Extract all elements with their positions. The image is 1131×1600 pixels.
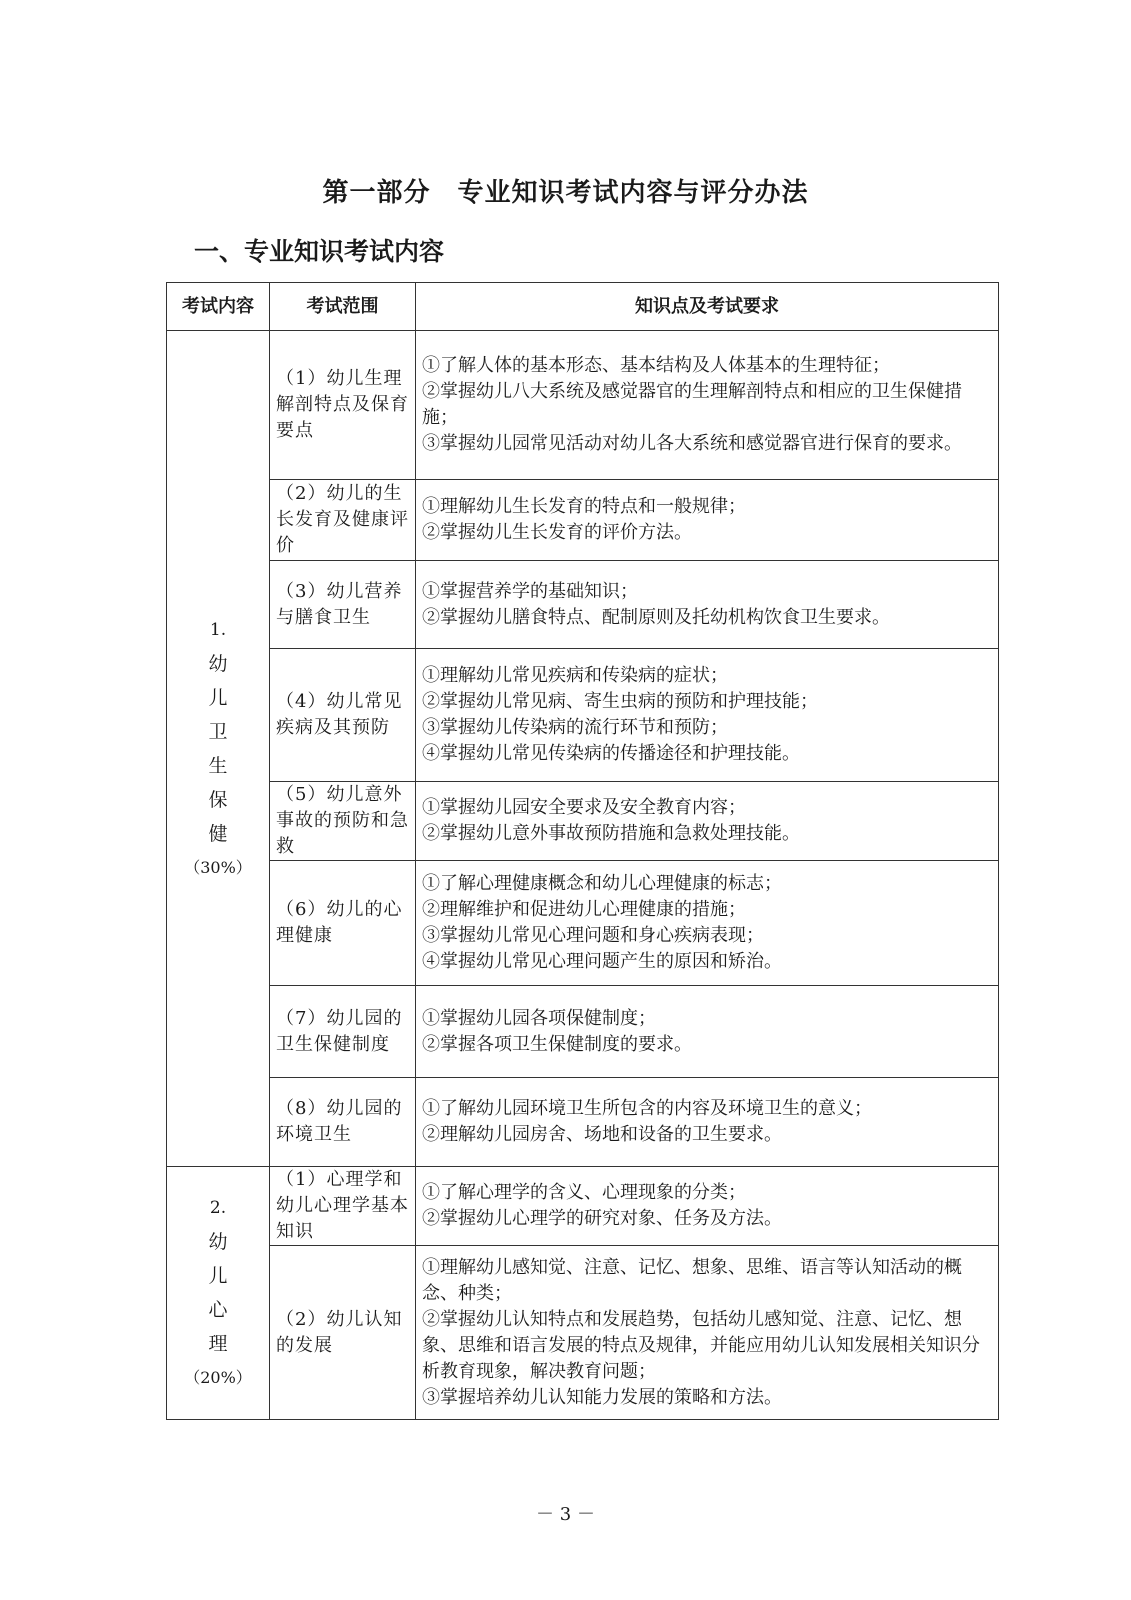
scope-cell: （7）幼儿园的卫生保健制度 [270, 986, 416, 1078]
requirement-item: ②掌握幼儿八大系统及感觉器官的生理解剖特点和相应的卫生保健措施； [422, 381, 962, 428]
requirement-item: ②理解维护和促进幼儿心理健康的措施； [422, 899, 746, 920]
requirement-item: ①了解心理学的含义、心理现象的分类； [422, 1182, 746, 1203]
requirement-item: ②掌握各项卫生保健制度的要求。 [422, 1033, 692, 1055]
header-exam-content: 考试内容 [167, 283, 270, 331]
requirements-cell [416, 1078, 999, 1167]
table-row [167, 561, 999, 649]
table-row [167, 986, 999, 1078]
scope-cell: （5）幼儿意外事故的预防和急救 [270, 782, 416, 861]
requirements-cell [416, 861, 999, 986]
table-row [167, 1167, 999, 1246]
table-row [167, 331, 999, 480]
exam-content-table [166, 282, 999, 1420]
requirements-cell [416, 782, 999, 861]
category-char: 理 [208, 1333, 228, 1355]
scope-cell: （2）幼儿认知的发展 [270, 1246, 416, 1420]
category-char: 卫 [208, 720, 228, 743]
scope-cell: （1）心理学和幼儿心理学基本知识 [270, 1167, 416, 1246]
category-char: 幼 [208, 1231, 228, 1253]
requirement-item: ③掌握幼儿园常见活动对幼儿各大系统和感觉器官进行保育的要求。 [422, 433, 962, 454]
requirement-item: ①理解幼儿常见疾病和传染病的症状； [422, 665, 728, 686]
requirements-cell [416, 986, 999, 1078]
table-row [167, 480, 999, 561]
table-row [167, 782, 999, 861]
scope-cell: （2）幼儿的生长发育及健康评价 [270, 480, 416, 561]
category-char: 儿 [208, 1265, 228, 1287]
requirements-cell [416, 649, 999, 782]
scope-cell: （6）幼儿的心理健康 [270, 861, 416, 986]
requirements-cell [416, 331, 999, 480]
requirement-item: ②掌握幼儿生长发育的评价方法。 [422, 522, 692, 543]
section-heading: 一、专业知识考试内容 [194, 237, 445, 266]
requirement-item: ①掌握营养学的基础知识； [422, 580, 638, 602]
requirement-item: ①理解幼儿感知觉、注意、记忆、想象、思维、语言等认知活动的概念、种类； [422, 1256, 962, 1304]
table-row [167, 1078, 999, 1167]
header-requirements: 知识点及考试要求 [416, 283, 999, 331]
table-row [167, 1246, 999, 1420]
requirement-item: ①了解幼儿园环境卫生所包含的内容及环境卫生的意义； [422, 1098, 872, 1119]
requirement-item: ④掌握幼儿常见传染病的传播途径和护理技能。 [422, 743, 800, 764]
requirement-item: ②掌握幼儿意外事故预防措施和急救处理技能。 [422, 823, 800, 844]
requirement-item: ①了解人体的基本形态、基本结构及人体基本的生理特征； [422, 355, 890, 376]
requirement-item: ②掌握幼儿心理学的研究对象、任务及方法。 [422, 1208, 782, 1229]
requirement-item: ①理解幼儿生长发育的特点和一般规律； [422, 496, 746, 517]
requirement-item: ③掌握幼儿常见心理问题和身心疾病表现； [422, 925, 764, 946]
category-percentage: （30%） [184, 857, 252, 877]
page-title: 第一部分 专业知识考试内容与评分办法 [322, 178, 809, 208]
scope-cell: （4）幼儿常见疾病及其预防 [270, 649, 416, 782]
requirement-item: ①掌握幼儿园安全要求及安全教育内容； [422, 797, 746, 818]
requirements-cell [416, 1246, 999, 1420]
requirement-item: ②理解幼儿园房舍、场地和设备的卫生要求。 [422, 1124, 782, 1145]
scope-cell: （3）幼儿营养与膳食卫生 [270, 561, 416, 649]
requirement-item: ④掌握幼儿常见心理问题产生的原因和矫治。 [422, 951, 782, 972]
requirement-item: ①掌握幼儿园各项保健制度； [422, 1007, 656, 1029]
requirements-cell [416, 561, 999, 649]
header-exam-scope: 考试范围 [270, 283, 416, 331]
category-cell-hygiene [167, 331, 270, 1167]
category-char: 幼 [208, 652, 228, 675]
scope-cell: （1）幼儿生理解剖特点及保育要点 [270, 331, 416, 480]
table-row [167, 649, 999, 782]
scope-cell: （8）幼儿园的环境卫生 [270, 1078, 416, 1167]
requirement-item: ③掌握幼儿传染病的流行环节和预防； [422, 717, 728, 738]
requirement-item: ②掌握幼儿常见病、寄生虫病的预防和护理技能； [422, 691, 818, 712]
table-row [167, 861, 999, 986]
requirements-cell [416, 1167, 999, 1246]
category-char: 儿 [208, 686, 228, 709]
category-char: 心 [208, 1299, 228, 1321]
page-number: － 3 － [536, 1504, 595, 1525]
category-char: 生 [208, 754, 228, 777]
category-char: 保 [208, 788, 228, 811]
requirement-item: ②掌握幼儿膳食特点、配制原则及托幼机构饮食卫生要求。 [422, 606, 890, 628]
category-percentage: （20%） [184, 1368, 252, 1387]
category-number: 1. [209, 619, 227, 640]
category-char: 健 [208, 822, 228, 845]
requirement-item: ③掌握培养幼儿认知能力发展的策略和方法。 [422, 1386, 782, 1408]
requirement-item: ①了解心理健康概念和幼儿心理健康的标志； [422, 873, 782, 894]
requirement-item: ②掌握幼儿认知特点和发展趋势，包括幼儿感知觉、注意、记忆、想象、思维和语言发展的特点及规律，并能应用幼儿认知发展相关知识分析教育现象，解决教育问题； [422, 1308, 980, 1382]
category-cell-psychology [167, 1167, 270, 1420]
table-header-row [167, 283, 999, 331]
category-number: 2. [209, 1198, 227, 1218]
requirements-cell [416, 480, 999, 561]
